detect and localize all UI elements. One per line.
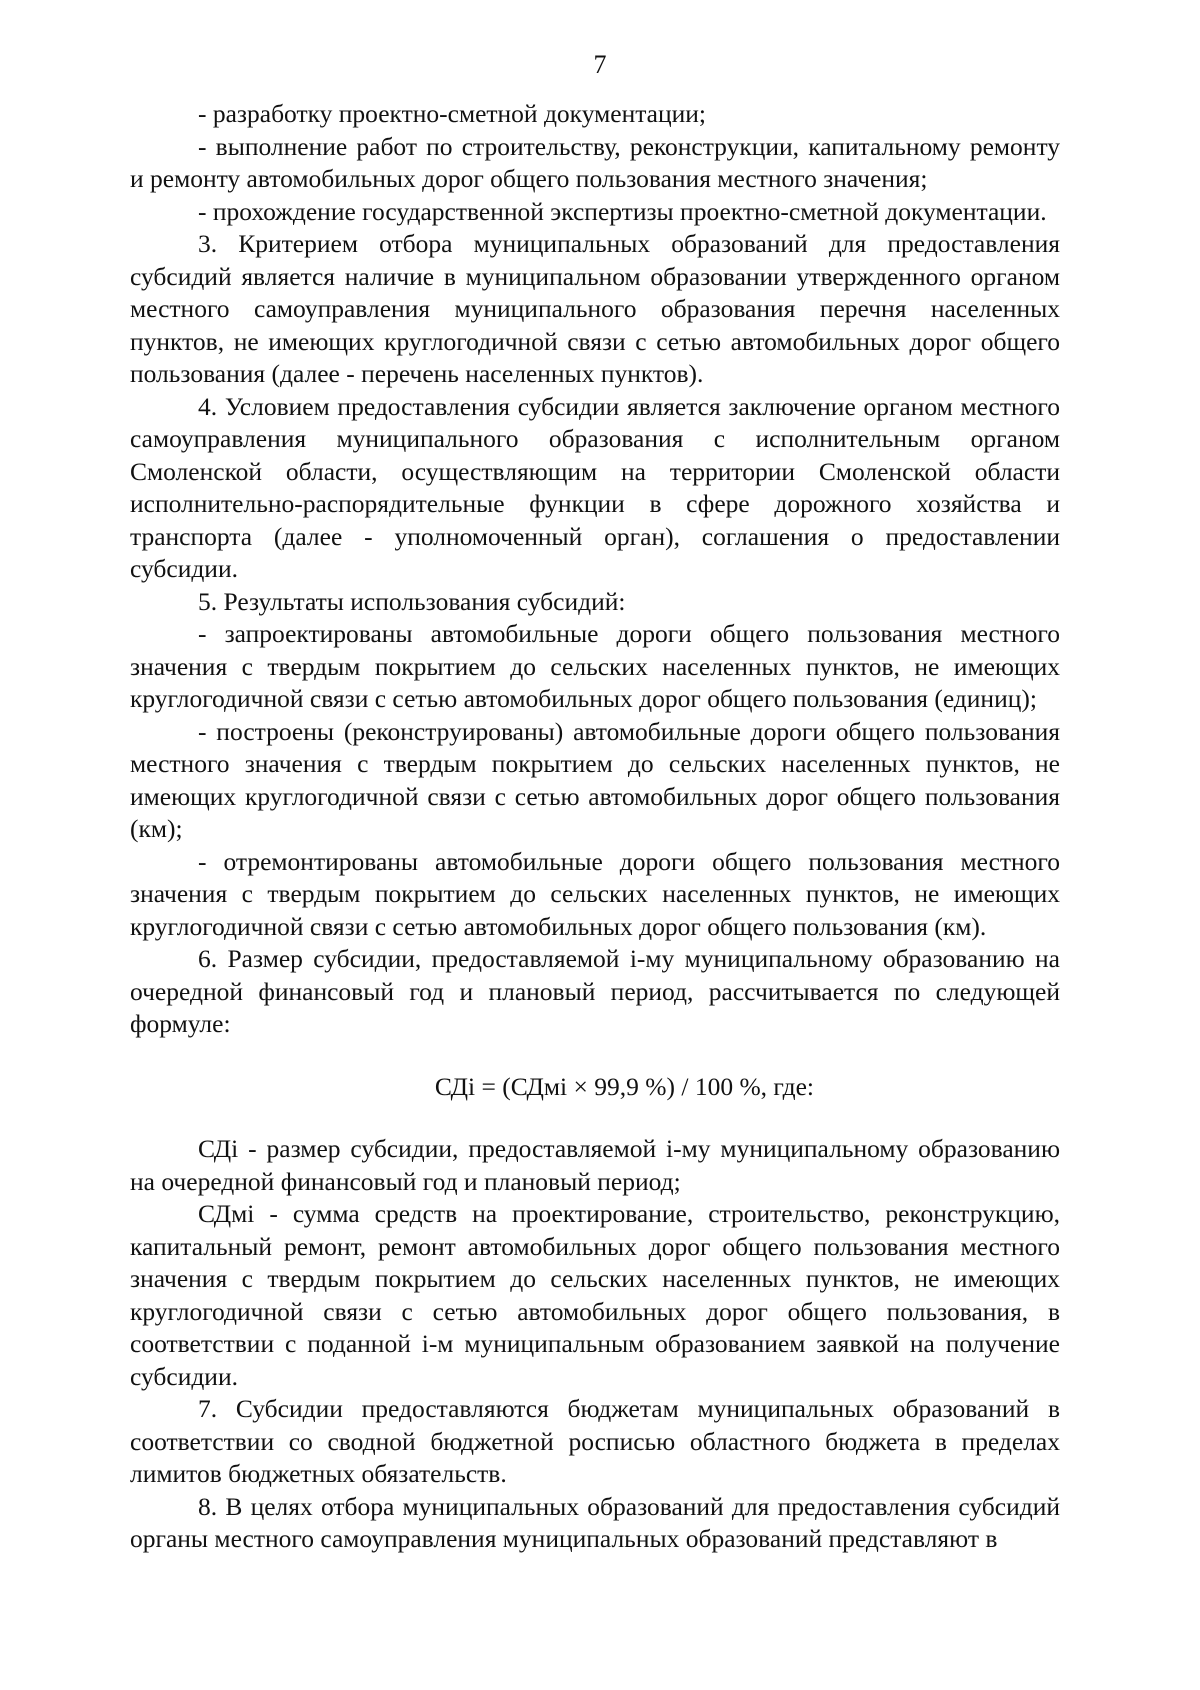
paragraph: - построены (реконструированы) автомобильные дороги общего пользования местного значения с твердым покрытием до сельских населенных пунктов, не имеющих круглогодичной связи с сетью автомобильных дорог общего пользования (км); bbox=[130, 716, 1060, 843]
paragraph: - разработку проектно-сметной документации; bbox=[198, 99, 707, 128]
paragraph: 4. Условием предоставления субсидии является заключение органом местного самоуправления муниципального образования с исполнительным органом Смоленской области, осуществляющим на территории Смоленской области исполнительно-распорядительные функции в сфере дорожного хозяйства и транспорта (далее - уполномоченный орган), соглашения о предоставлении субсидии. bbox=[130, 391, 1060, 583]
paragraph: - прохождение государственной экспертизы проектно-сметной документации. bbox=[198, 196, 1047, 226]
document-body bbox=[130, 98, 1060, 1556]
paragraph: 8. В целях отбора муниципальных образований для предоставления субсидий органы местного самоуправления муниципальных образований представляют в bbox=[130, 1491, 1060, 1553]
paragraph: 3. Критерием отбора муниципальных образований для предоставления субсидий является наличие в муниципальном образовании утвержденного органом местного самоуправления муниципального образования перечня населенных пунктов, не имеющих круглогодичной связи с сетью автомобильных дорог общего пользования (далее - перечень населенных пунктов). bbox=[130, 229, 1060, 388]
paragraph: - выполнение работ по строительству, реконструкции, капитальному ремонту и ремонту автомобильных дорог общего пользования местного значения; bbox=[130, 131, 1060, 193]
paragraph: 5. Результаты использования субсидий: bbox=[198, 586, 626, 616]
paragraph: СДi - размер субсидии, предоставляемой i-му муниципальному образованию на очередной финансовый год и плановый период; bbox=[130, 1134, 1060, 1196]
paragraph: - отремонтированы автомобильные дороги общего пользования местного значения с твердым покрытием до сельских населенных пунктов, не имеющих круглогодичной связи с сетью автомобильных дорог общего пользования (км). bbox=[130, 846, 1060, 941]
paragraph: - запроектированы автомобильные дороги общего пользования местного значения с твердым покрытием до сельских населенных пунктов, не имеющих круглогодичной связи с сетью автомобильных дорог общего пользования (единиц); bbox=[130, 619, 1060, 713]
paragraph: 6. Размер субсидии, предоставляемой i-му муниципальному образованию на очередной финансовый год и плановый период, рассчитывается по следующей формуле: bbox=[130, 944, 1060, 1038]
page-number: 7 bbox=[593, 50, 607, 79]
paragraph: 7. Субсидии предоставляются бюджетам муниципальных образований в соответствии со сводной бюджетной росписью областного бюджета в пределах лимитов бюджетных обязательств. bbox=[130, 1394, 1060, 1488]
formula: СДi = (СДмi × 99,9 %) / 100 %, где: bbox=[434, 1071, 814, 1101]
paragraph: СДмi - сумма средств на проектирование, строительство, реконструкцию, капитальный ремонт, ремонт автомобильных дорог общего пользования местного значения с твердым покрытием до сельских населенных пунктов, не имеющих круглогодичной связи с сетью автомобильных дорог общего пользования, в соответствии с поданной i-м муниципальным образованием заявкой на получение субсидии. bbox=[130, 1199, 1060, 1391]
